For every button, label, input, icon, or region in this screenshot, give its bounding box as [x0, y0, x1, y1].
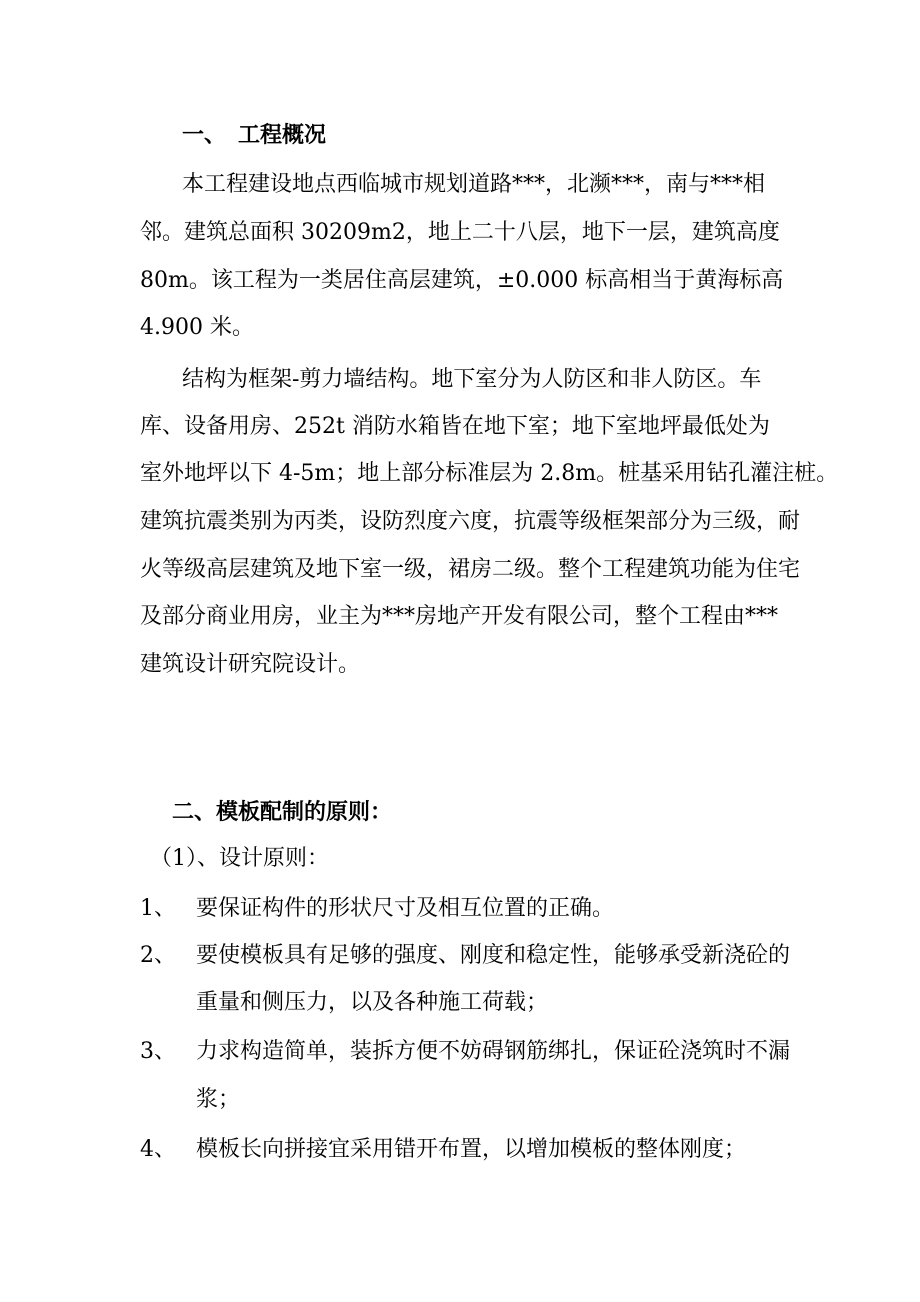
- section1-heading-number: 一、: [182, 122, 227, 148]
- list-item-text: 要使模板具有足够的强度、刚度和稳定性，能够承受新浇砼的: [196, 943, 791, 968]
- section2-subheading: （1）、设计原则：: [150, 846, 329, 871]
- list-item-number: 2、: [140, 943, 176, 968]
- paragraph-line: 火等级高层建筑及地下室一级，裙房二级。整个工程建筑功能为住宅: [140, 557, 801, 582]
- list-item-text: 要保证构件的形状尺寸及相互位置的正确。: [196, 896, 615, 921]
- paragraph-line: 室外地坪以下 4-5m；地上部分标准层为 2.8m。桩基采用钻孔灌注桩。: [140, 461, 839, 486]
- paragraph-line: 结构为框架-剪力墙结构。地下室分为人防区和非人防区。车: [182, 367, 762, 392]
- list-item-text: 浆；: [196, 1087, 241, 1112]
- paragraph-line: 邻。建筑总面积 30209m2，地上二十八层，地下一层，建筑高度: [140, 220, 780, 245]
- list-item-number: 3、: [140, 1039, 176, 1064]
- paragraph-line: 80m。该工程为一类居住高层建筑，±0.000 标高相当于黄海标高: [140, 268, 784, 293]
- paragraph-line: 本工程建设地点西临城市规划道路***，北濒***，南与***相: [182, 172, 766, 197]
- paragraph-line: 库、设备用房、252t 消防水箱皆在地下室；地下室地坪最低处为: [140, 414, 770, 439]
- paragraph-line: 及部分商业用房，业主为***房地产开发有限公司，整个工程由***: [140, 604, 779, 629]
- list-item-number: 1、: [140, 896, 176, 921]
- list-item-text: 重量和侧压力，以及各种施工荷载；: [196, 990, 549, 1015]
- section1-heading: 工程概况: [238, 122, 327, 148]
- list-item-text: 模板长向拼接宜采用错开布置，以增加模板的整体刚度；: [196, 1137, 747, 1162]
- list-item-text: 力求构造简单，装拆方便不妨碍钢筋绑扎，保证砼浇筑时不漏: [196, 1039, 791, 1064]
- section2-heading: 二、模板配制的原则：: [172, 799, 393, 825]
- paragraph-line: 建筑设计研究院设计。: [140, 652, 361, 677]
- list-item-number: 4、: [140, 1137, 176, 1162]
- paragraph-line: 4.900 米。: [140, 315, 254, 340]
- paragraph-line: 建筑抗震类别为丙类，设防烈度六度，抗震等级框架部分为三级，耐: [140, 509, 801, 534]
